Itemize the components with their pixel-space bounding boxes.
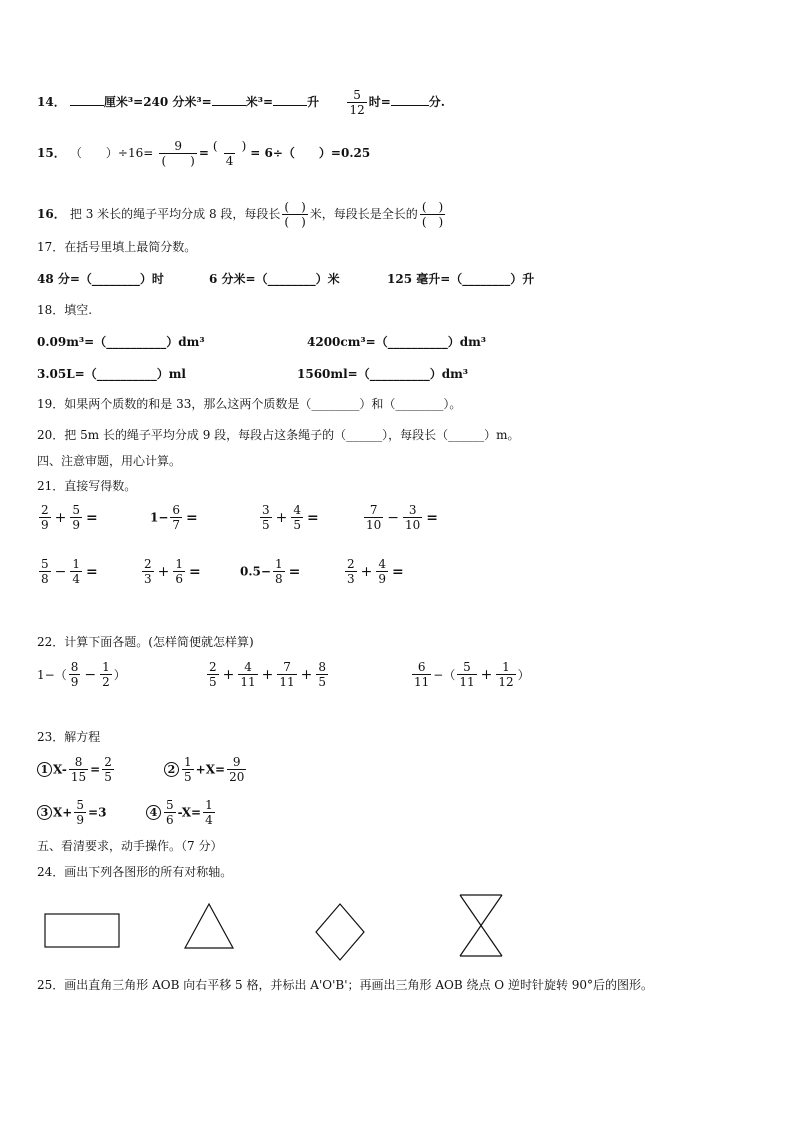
q21-title: 21．直接写得数。 (37, 479, 137, 493)
q16-fraction-2[interactable]: $\frac{( )}{( )}$ (421, 200, 444, 229)
q18-title: 18．填空. (37, 303, 93, 317)
q23-equation-4: 4 $\frac{5}{6}$ -X= $\frac{1}{4}$ (146, 798, 217, 827)
q21-expression[interactable]: $\frac{3}{5}$ + $\frac{4}{5}$ = (262, 503, 319, 532)
q22-expression-2: $\frac{2}{5}$ + $\frac{4}{11}$ + $\frac{7}{11}$ + $\frac{8}{5}$ (209, 660, 327, 689)
q15-fraction-1: $\frac{9}{( )}$ (161, 139, 195, 168)
q18-item-a[interactable]: 0.09m³=（__________）dm³ (37, 335, 205, 349)
q16-text-1: 把 3 米长的绳子平均分成 8 段，每段长 (69, 207, 281, 221)
q15-fraction-2: $\frac{( )}{4}$ (212, 139, 247, 168)
q22-expression-1: 1−（ $\frac{8}{9}$ − $\frac{1}{2}$ ） (37, 660, 126, 689)
section-5-heading: 五、看清要求，动手操作。（7 分） (37, 839, 223, 853)
q15-text-1: （ ）÷16= (69, 146, 154, 160)
q15-number: 15． (37, 146, 66, 160)
question-20: 20．把 5m 长的绳子平均分成 9 段，每段占这条绳子的（______），每段长（______）m。 (37, 428, 520, 442)
q14-text-4: 时= (368, 95, 391, 109)
question-24: 24．画出下列各图形的所有对称轴。 (37, 865, 233, 879)
q21-expression[interactable]: 0.5− $\frac{1}{8}$ = (240, 557, 301, 586)
q17-item-b[interactable]: 6 分米=（________）米 (209, 272, 340, 286)
q18-item-b[interactable]: 4200cm³=（__________）dm³ (307, 335, 487, 349)
q14-fraction: $\frac{5}{12}$ (349, 88, 365, 117)
q21-expression[interactable]: $\frac{7}{10}$ − $\frac{3}{10}$ = (366, 503, 439, 532)
answer-blank[interactable] (212, 93, 246, 106)
q16-fraction-1[interactable]: $\frac{( )}{( )}$ (284, 200, 306, 229)
q22-title: 22．计算下面各题。(怎样简便就怎样算) (37, 635, 254, 649)
q16-number: 16． (37, 207, 66, 221)
q14-text-5: 分. (428, 95, 445, 109)
q16-text-2: 米，每段长是全长的 (309, 207, 418, 221)
rhombus-shape[interactable] (314, 902, 366, 962)
q17-item-c[interactable]: 125 毫升=（________）升 (387, 272, 535, 286)
q17-title: 17．在括号里填上最简分数。 (37, 240, 197, 254)
question-16 (37, 200, 447, 229)
q23-title: 23．解方程 (37, 730, 101, 744)
hourglass-shape[interactable] (457, 893, 505, 959)
q23-equation-2: 2 $\frac{1}{5}$ +X= $\frac{9}{20}$ (164, 755, 248, 784)
q17-item-a[interactable]: 48 分=（________）时 (37, 272, 164, 286)
equals-sign: = (198, 146, 209, 160)
q21-expression[interactable]: 1− $\frac{6}{7}$ = (150, 503, 198, 532)
answer-blank[interactable] (273, 93, 307, 106)
question-14 (37, 88, 445, 117)
section-4-heading: 四、注意审题，用心计算。 (37, 454, 182, 468)
answer-blank[interactable] (70, 93, 104, 106)
q14-text-3: 升 (307, 95, 320, 109)
q14-number: 14． (37, 95, 66, 109)
q14-text-2: 米³= (245, 95, 274, 109)
q22-expression-3: $\frac{6}{11}$ −（ $\frac{5}{11}$ + $\frac{1}{12}$ ） (414, 660, 530, 689)
q14-text-1: 厘米³=240 分米³= (103, 95, 212, 109)
question-19: 19．如果两个质数的和是 33，那么这两个质数是（________）和（________）。 (37, 397, 462, 411)
triangle-shape[interactable] (182, 900, 238, 952)
rectangle-shape[interactable] (44, 912, 122, 950)
question-15 (37, 139, 370, 168)
q18-item-d[interactable]: 1560ml=（__________）dm³ (297, 367, 469, 381)
q21-expression[interactable]: $\frac{2}{9}$ + $\frac{5}{9}$ = (41, 503, 98, 532)
answer-blank[interactable] (391, 93, 429, 106)
q21-expression[interactable]: $\frac{2}{3}$ + $\frac{1}{6}$ = (144, 557, 201, 586)
q21-expression[interactable]: $\frac{5}{8}$ − $\frac{1}{4}$ = (41, 557, 98, 586)
q23-equation-3: 3 X+ $\frac{5}{9}$ =3 (37, 798, 106, 827)
q23-equation-1: 1 X- $\frac{8}{15}$ = $\frac{2}{5}$ (37, 755, 116, 784)
q21-expression[interactable]: $\frac{2}{3}$ + $\frac{4}{9}$ = (347, 557, 404, 586)
q15-text-2: = 6÷（ ）=0.25 (250, 146, 371, 160)
question-25: 25．画出直角三角形 AOB 向右平移 5 格，并标出 A'O'B'；再画出三角形 AOB 绕点 O 逆时针旋转 90°后的图形。 (37, 978, 654, 992)
q18-item-c[interactable]: 3.05L=（__________）ml (37, 367, 186, 381)
